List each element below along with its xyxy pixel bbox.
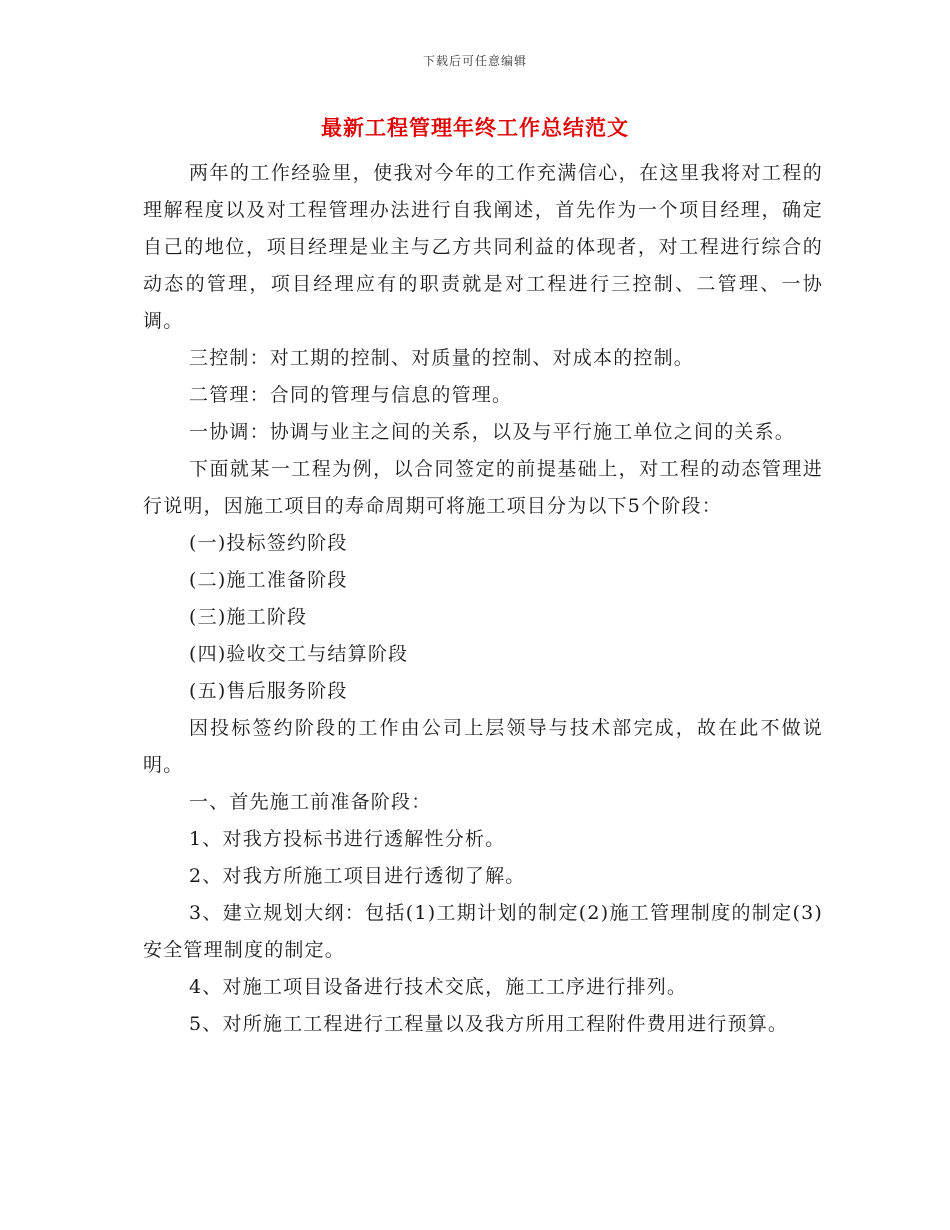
list-item-prep-5: 5、对所施工工程进行工程量以及我方所用工程附件费用进行预算。	[189, 1013, 789, 1035]
list-item-stage-4: (四)验收交工与结算阶段	[189, 643, 409, 665]
paragraph-stages-intro: 下面就某一工程为例，以合同签定的前提基础上，对工程的动态管理进行说明，因施工项目的寿命周期可将施工项目分为以下5个阶段：	[143, 458, 823, 517]
list-item-stage-1: (一)投标签约阶段	[189, 532, 348, 554]
document-body	[143, 155, 823, 1043]
list-item-stage-2: (二)施工准备阶段	[189, 569, 348, 591]
paragraph-intro: 两年的工作经验里，使我对今年的工作充满信心，在这里我将对工程的理解程度以及对工程管理办法进行自我阐述，首先作为一个项目经理，确定自己的地位，项目经理是业主与乙方共同利益的体现者，对工程进行综合的动态的管理，项目经理应有的职责就是对工程进行三控制、二管理、一协调。	[143, 162, 823, 332]
list-item-prep-4: 4、对施工项目设备进行技术交底，施工工序进行排列。	[189, 976, 688, 998]
document-title: 最新工程管理年终工作总结范文	[321, 116, 629, 140]
list-item-prep-3: 3、建立规划大纲：包括(1)工期计划的制定(2)施工管理制度的制定(3)安全管理制度的制定。	[143, 902, 823, 961]
paragraph-bidding-note: 因投标签约阶段的工作由公司上层领导与技术部完成，故在此不做说明。	[143, 717, 823, 776]
list-item-stage-3: (三)施工阶段	[189, 606, 308, 628]
header-note: 下载后可任意编辑	[422, 54, 527, 68]
list-item-prep-2: 2、对我方所施工项目进行透彻了解。	[189, 865, 526, 887]
list-item-prep-1: 1、对我方投标书进行透解性分析。	[189, 828, 506, 850]
list-item-stage-5: (五)售后服务阶段	[189, 680, 348, 702]
paragraph-two-managements: 二管理：合同的管理与信息的管理。	[189, 384, 513, 406]
paragraph-three-controls: 三控制：对工期的控制、对质量的控制、对成本的控制。	[189, 347, 695, 369]
paragraph-one-coordination: 一协调：协调与业主之间的关系，以及与平行施工单位之间的关系。	[189, 421, 796, 443]
section-heading-preparation: 一、首先施工前准备阶段：	[189, 791, 432, 813]
